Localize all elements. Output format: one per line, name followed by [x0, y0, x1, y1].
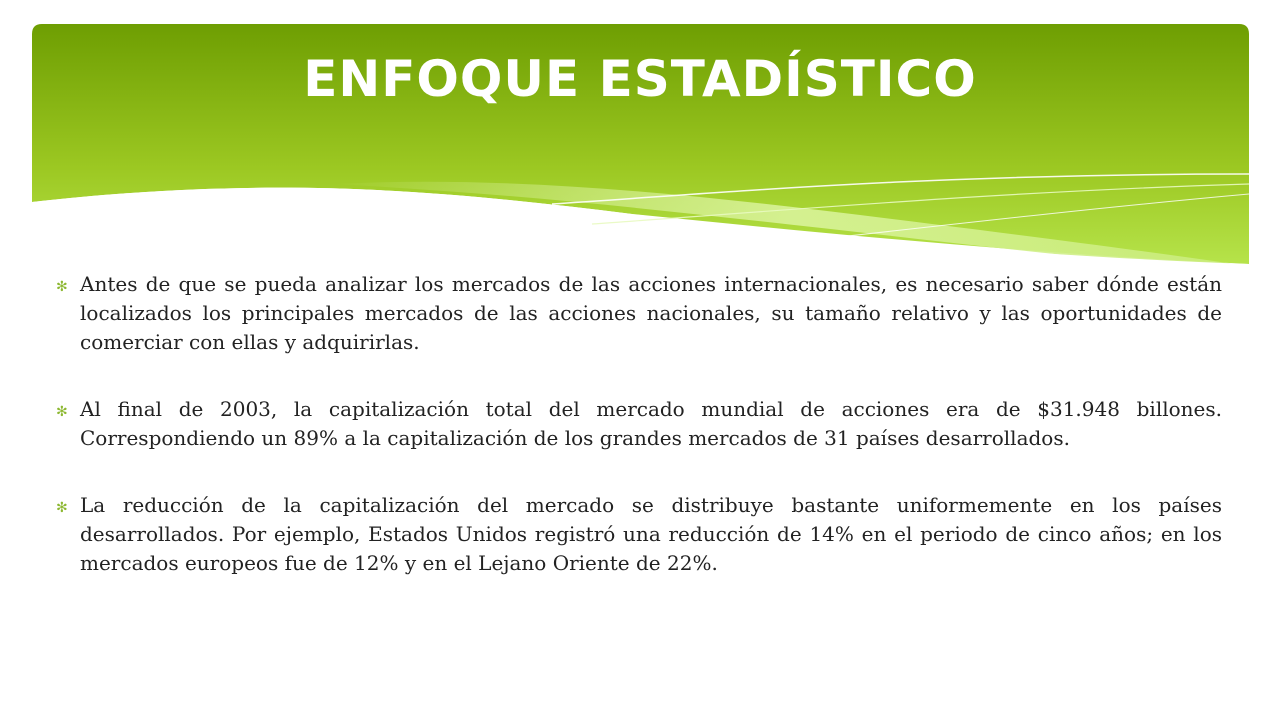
bullet-text: Al final de 2003, la capitalización total del mercado mundial de acciones era de $31.948 billones. Correspondiendo un 89% a la capitalización de los grandes mercados de 31 países desarrollados. [80, 397, 1222, 450]
asterisk-icon: ✻ [56, 500, 68, 516]
list-item [56, 270, 1222, 357]
bullet-list [56, 270, 1222, 616]
bullet-text: Antes de que se pueda analizar los mercados de las acciones internacionales, es necesario saber dónde están localizados los principales mercados de las acciones nacionales, su tamaño relativo y las oportunidades de comerciar con ellas y adquirirlas. [80, 272, 1222, 354]
bullet-text: La reducción de la capitalización del mercado se distribuye bastante uniformemente en los países desarrollados. Por ejemplo, Estados Unidos registró una reducción de 14% en el periodo de cinco años; en los mercados europeos fue de 12% y en el Lejano Oriente de 22%. [80, 493, 1222, 575]
list-item [56, 395, 1222, 453]
asterisk-icon: ✻ [56, 279, 68, 295]
list-item [56, 491, 1222, 578]
page-title: ENFOQUE ESTADÍSTICO [303, 50, 977, 108]
asterisk-icon: ✻ [56, 404, 68, 420]
